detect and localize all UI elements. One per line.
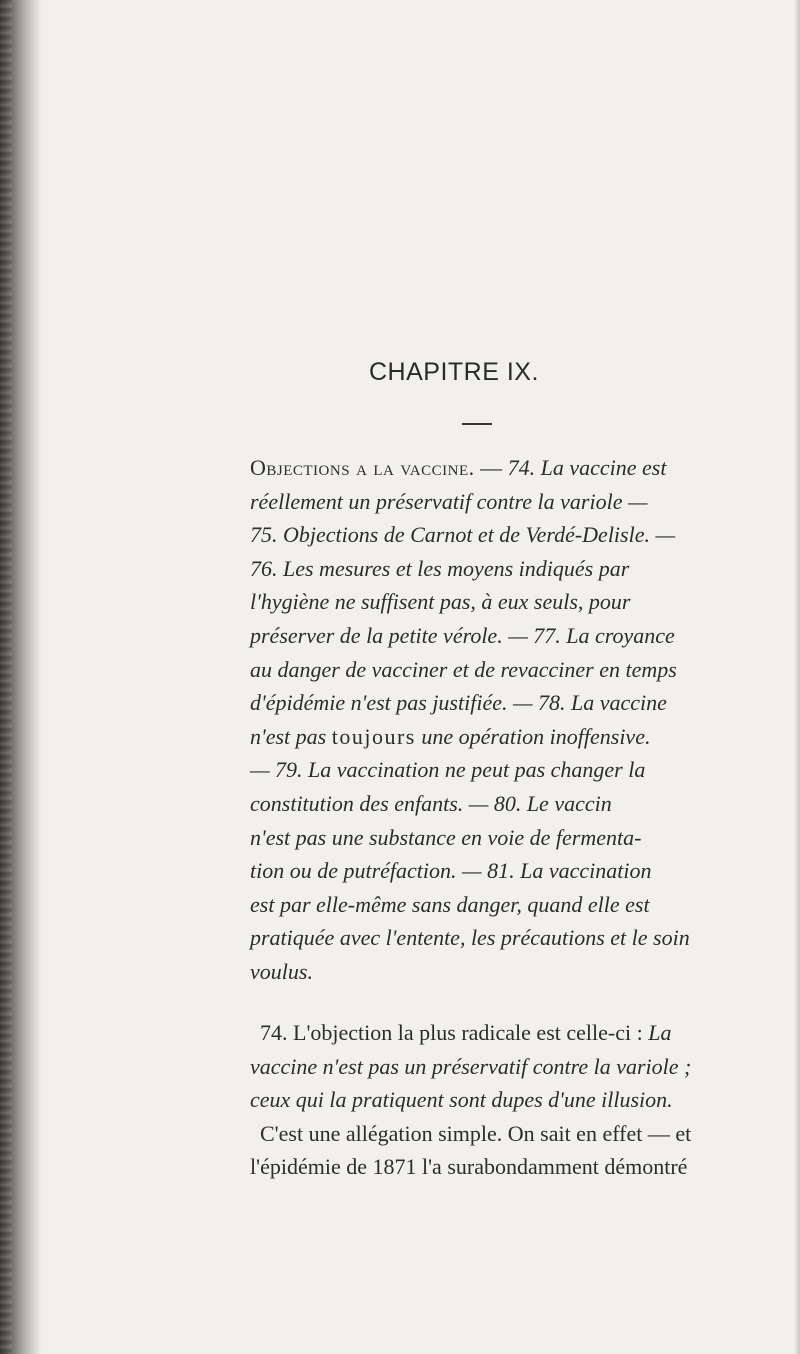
summary-text: 74. La vaccine est	[507, 455, 667, 480]
summary-line	[250, 619, 790, 653]
summary-text: 75. Objections de Carnot et de Verdé-Delisle. —	[250, 522, 676, 548]
summary-text: est par elle-même sans danger, quand elle est	[250, 891, 650, 917]
chapter-title: CHAPITRE IX.	[369, 358, 539, 386]
body-text	[250, 1016, 790, 1184]
summary-line	[250, 854, 790, 888]
title-rule	[462, 423, 492, 425]
summary-text: préserver de la petite vérole. — 77. La croyance	[250, 622, 675, 648]
summary-text: au danger de vacciner et de revacciner en temps	[250, 656, 677, 682]
summary-line	[250, 888, 790, 922]
body-line	[250, 1150, 790, 1184]
body-line	[250, 1083, 790, 1117]
summary-text: d'épidémie n'est pas justifiée. — 78. La vaccine	[250, 690, 667, 716]
body-text: C'est une allégation simple. On sait en effet — et	[260, 1120, 692, 1146]
body-line	[250, 1117, 790, 1151]
summary-text: voulus.	[250, 958, 313, 984]
summary-text: — 79. La vaccination ne peut pas changer la	[250, 757, 646, 783]
summary-line	[250, 921, 790, 955]
body-text: ceux qui la pratiquent sont dupes d'une illusion.	[250, 1087, 673, 1113]
summary-text: —	[474, 455, 508, 480]
summary-text: 76. Les mesures et les moyens indiqués par	[250, 555, 630, 581]
body-line	[250, 1016, 790, 1050]
summary-line	[250, 787, 790, 821]
summary-line	[250, 653, 790, 687]
summary-text: toujours	[331, 723, 416, 749]
body-text: La	[648, 1020, 672, 1045]
summary-line	[250, 720, 790, 754]
summary-line	[250, 451, 790, 485]
summary-text: réellement un préservatif contre la variole —	[250, 488, 648, 514]
summary-text: une opération inoffensive.	[415, 723, 651, 749]
summary-line	[250, 753, 790, 787]
summary-text: n'est pas	[250, 723, 332, 749]
summary-text: l'hygiène ne suffisent pas, à eux seuls, pour	[250, 589, 631, 615]
summary-line	[250, 552, 790, 586]
body-text: vaccine n'est pas un préservatif contre la variole ;	[250, 1053, 692, 1079]
body-text: l'épidémie de 1871 l'a surabondamment démontré	[250, 1154, 688, 1180]
book-binding-edge	[0, 0, 42, 1354]
summary-line	[250, 585, 790, 619]
summary-text: constitution des enfants. — 80. Le vaccin	[250, 790, 612, 816]
summary-line	[250, 686, 790, 720]
summary-line	[250, 955, 790, 989]
summary-text: pratiquée avec l'entente, les précautions et le soin	[250, 925, 690, 951]
body-line	[250, 1050, 790, 1084]
summary-line	[250, 821, 790, 855]
summary-line	[250, 485, 790, 519]
summary-text: n'est pas une substance en voie de fermenta-	[250, 824, 642, 850]
page-right-edge	[794, 0, 800, 1354]
summary-line	[250, 518, 790, 552]
summary-text: Objections a la vaccine.	[250, 455, 475, 480]
summary-text: tion ou de putréfaction. — 81. La vaccination	[250, 858, 652, 884]
body-text: 74. L'objection la plus radicale est celle-ci :	[260, 1020, 649, 1045]
chapter-summary	[250, 451, 790, 989]
